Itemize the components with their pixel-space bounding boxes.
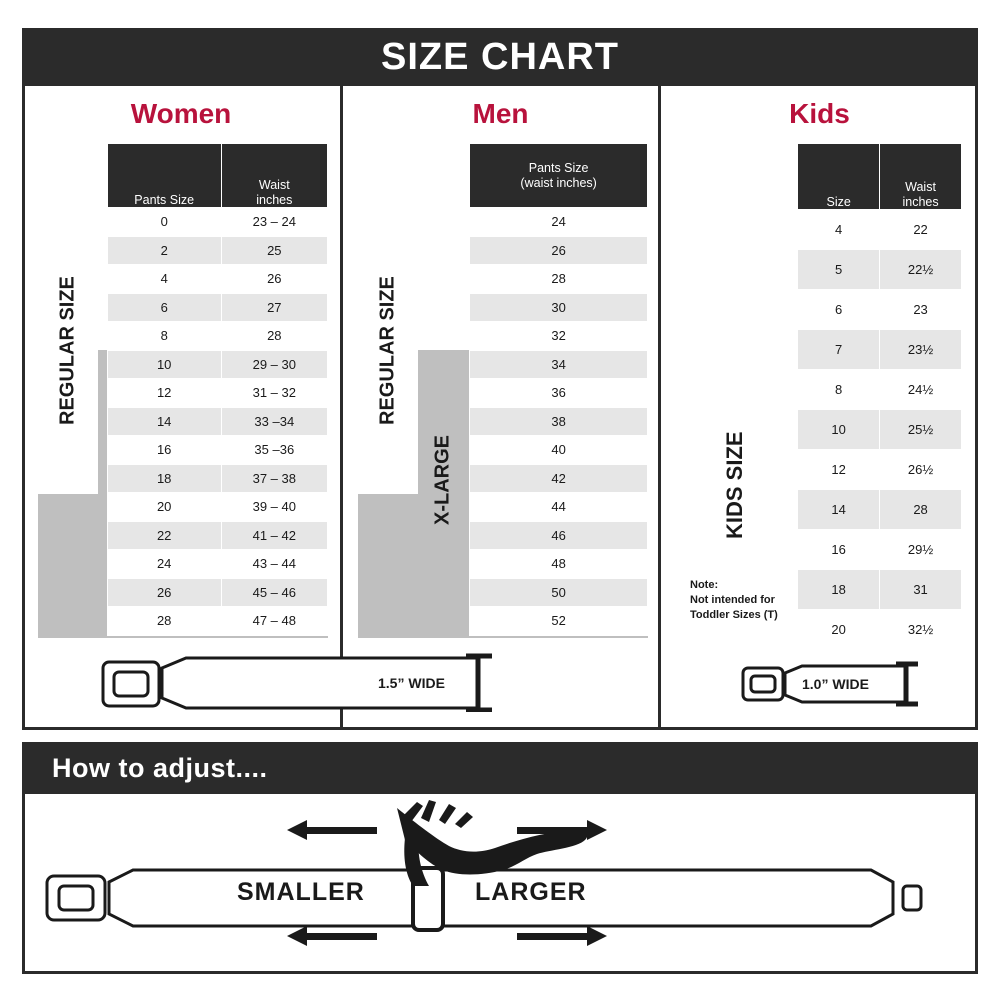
men-cell-size: 28 bbox=[470, 265, 648, 294]
women-cell-waist: 29 – 30 bbox=[221, 350, 327, 379]
table-row bbox=[38, 350, 328, 379]
table-row bbox=[38, 208, 328, 237]
table-row bbox=[38, 379, 328, 408]
men-cell-size: 48 bbox=[470, 550, 648, 579]
row-spacer bbox=[690, 290, 798, 330]
row-spacer bbox=[690, 450, 798, 490]
men-cell-size: 44 bbox=[470, 493, 648, 522]
men-cell-size: 36 bbox=[470, 379, 648, 408]
kids-cell-waist: 26½ bbox=[880, 450, 962, 490]
row-spacer bbox=[38, 436, 107, 465]
table-row bbox=[38, 493, 328, 522]
kids-belt-width-label: 1.0” WIDE bbox=[802, 676, 869, 692]
women-cell-size: 20 bbox=[107, 493, 221, 522]
men-cell-size: 38 bbox=[470, 407, 648, 436]
table-row bbox=[38, 578, 328, 607]
women-cell-size: 2 bbox=[107, 236, 221, 265]
kids-cell-size: 18 bbox=[798, 570, 880, 610]
kids-col-header-waist: Waist inches bbox=[880, 144, 962, 210]
row-spacer bbox=[358, 464, 470, 493]
kids-col-header-size: Size bbox=[798, 144, 880, 210]
kids-cell-size: 14 bbox=[798, 490, 880, 530]
table-row bbox=[690, 370, 962, 410]
women-cell-size: 14 bbox=[107, 407, 221, 436]
row-spacer bbox=[358, 521, 470, 550]
kids-cell-size: 4 bbox=[798, 210, 880, 250]
row-spacer bbox=[38, 293, 107, 322]
table-row bbox=[358, 322, 648, 351]
kids-cell-size: 6 bbox=[798, 290, 880, 330]
women-cell-size: 0 bbox=[107, 208, 221, 237]
table-row bbox=[690, 490, 962, 530]
row-spacer bbox=[358, 578, 470, 607]
table-row bbox=[38, 521, 328, 550]
women-cell-size: 16 bbox=[107, 436, 221, 465]
table-row bbox=[690, 250, 962, 290]
men-cell-size: 32 bbox=[470, 322, 648, 351]
women-cell-waist: 27 bbox=[221, 293, 327, 322]
table-row bbox=[38, 322, 328, 351]
kids-size-label: KIDS SIZE bbox=[722, 431, 747, 539]
kids-head-spacer bbox=[690, 144, 798, 210]
kids-belt-graphic bbox=[740, 660, 930, 708]
women-cell-waist: 39 – 40 bbox=[221, 493, 327, 522]
women-cell-size: 4 bbox=[107, 265, 221, 294]
men-col-header: Pants Size (waist inches) bbox=[470, 144, 648, 208]
table-row bbox=[38, 407, 328, 436]
row-spacer bbox=[38, 379, 107, 408]
divider-women-men bbox=[340, 86, 343, 730]
page-title: SIZE CHART bbox=[381, 35, 619, 78]
women-col-header-size: Pants Size bbox=[107, 144, 221, 208]
row-spacer bbox=[690, 530, 798, 570]
kids-note: Note: Not intended for Toddler Sizes (T) bbox=[690, 579, 778, 621]
table-row bbox=[38, 464, 328, 493]
kids-cell-waist: 28 bbox=[880, 490, 962, 530]
row-spacer bbox=[38, 550, 107, 579]
page-title-bar bbox=[22, 28, 978, 86]
table-row bbox=[358, 293, 648, 322]
table-row bbox=[358, 208, 648, 237]
table-row bbox=[690, 450, 962, 490]
kids-cell-waist: 32½ bbox=[880, 610, 962, 650]
table-row bbox=[38, 607, 328, 636]
table-row bbox=[358, 265, 648, 294]
row-spacer bbox=[38, 350, 107, 379]
women-cell-size: 24 bbox=[107, 550, 221, 579]
table-row bbox=[690, 610, 962, 650]
row-spacer bbox=[358, 236, 470, 265]
women-cell-size: 18 bbox=[107, 464, 221, 493]
men-cell-size: 52 bbox=[470, 607, 648, 636]
women-cell-waist: 43 – 44 bbox=[221, 550, 327, 579]
table-row bbox=[38, 236, 328, 265]
women-cell-waist: 23 – 24 bbox=[221, 208, 327, 237]
kids-size-table bbox=[690, 143, 962, 650]
table-row bbox=[358, 607, 648, 636]
row-spacer bbox=[38, 607, 107, 636]
table-row bbox=[358, 493, 648, 522]
kids-cell-waist: 31 bbox=[880, 570, 962, 610]
men-head-spacer bbox=[358, 144, 470, 208]
men-size-table bbox=[358, 143, 648, 636]
row-spacer bbox=[358, 407, 470, 436]
men-xlarge-label: X-LARGE bbox=[431, 435, 454, 525]
table-row bbox=[358, 350, 648, 379]
row-spacer bbox=[358, 493, 470, 522]
row-spacer bbox=[690, 570, 798, 610]
men-cell-size: 24 bbox=[470, 208, 648, 237]
row-spacer bbox=[38, 464, 107, 493]
women-cell-size: 10 bbox=[107, 350, 221, 379]
women-cell-waist: 25 bbox=[221, 236, 327, 265]
women-cell-size: 8 bbox=[107, 322, 221, 351]
kids-cell-size: 10 bbox=[798, 410, 880, 450]
how-to-adjust-panel bbox=[22, 794, 978, 974]
table-row bbox=[358, 436, 648, 465]
kids-cell-waist: 22½ bbox=[880, 250, 962, 290]
table-row bbox=[38, 550, 328, 579]
table-row bbox=[358, 236, 648, 265]
table-row bbox=[358, 550, 648, 579]
row-spacer bbox=[358, 436, 470, 465]
women-cell-waist: 26 bbox=[221, 265, 327, 294]
adjust-larger-label: LARGER bbox=[475, 878, 587, 906]
women-cell-waist: 33 –34 bbox=[221, 407, 327, 436]
kids-cell-waist: 22 bbox=[880, 210, 962, 250]
how-to-adjust-bar bbox=[22, 742, 978, 794]
row-spacer bbox=[38, 322, 107, 351]
row-spacer bbox=[38, 236, 107, 265]
table-row bbox=[358, 464, 648, 493]
table-row bbox=[690, 290, 962, 330]
row-spacer bbox=[690, 370, 798, 410]
men-cell-size: 46 bbox=[470, 521, 648, 550]
adjust-smaller-label: SMALLER bbox=[237, 878, 365, 906]
adult-belt-svg bbox=[100, 650, 520, 712]
row-spacer bbox=[38, 493, 107, 522]
men-regular-size-label: REGULAR SIZE bbox=[376, 276, 399, 425]
row-spacer bbox=[358, 607, 470, 636]
adult-belt-width-label: 1.5” WIDE bbox=[378, 675, 445, 691]
row-spacer bbox=[358, 322, 470, 351]
row-spacer bbox=[38, 208, 107, 237]
women-size-table bbox=[38, 143, 328, 636]
men-cell-size: 34 bbox=[470, 350, 648, 379]
kids-cell-size: 16 bbox=[798, 530, 880, 570]
men-cell-size: 40 bbox=[470, 436, 648, 465]
kids-cell-waist: 23½ bbox=[880, 330, 962, 370]
table-row bbox=[38, 293, 328, 322]
divider-men-kids bbox=[658, 86, 661, 730]
row-spacer bbox=[358, 265, 470, 294]
kids-cell-size: 7 bbox=[798, 330, 880, 370]
women-cell-size: 12 bbox=[107, 379, 221, 408]
kids-cell-size: 8 bbox=[798, 370, 880, 410]
how-to-adjust-heading: How to adjust.... bbox=[52, 752, 268, 783]
kids-cell-waist: 24½ bbox=[880, 370, 962, 410]
section-heading-kids: Kids bbox=[789, 98, 850, 129]
kids-cell-size: 12 bbox=[798, 450, 880, 490]
kids-cell-size: 20 bbox=[798, 610, 880, 650]
women-cell-size: 6 bbox=[107, 293, 221, 322]
table-row bbox=[358, 407, 648, 436]
row-spacer bbox=[690, 490, 798, 530]
row-spacer bbox=[690, 410, 798, 450]
table-row bbox=[690, 570, 962, 610]
kids-cell-waist: 23 bbox=[880, 290, 962, 330]
row-spacer bbox=[38, 578, 107, 607]
row-spacer bbox=[690, 250, 798, 290]
row-spacer bbox=[690, 210, 798, 250]
table-row bbox=[690, 210, 962, 250]
table-row bbox=[690, 330, 962, 370]
women-cell-size: 22 bbox=[107, 521, 221, 550]
row-spacer bbox=[38, 407, 107, 436]
table-row bbox=[38, 436, 328, 465]
row-spacer bbox=[358, 293, 470, 322]
men-cell-size: 50 bbox=[470, 578, 648, 607]
women-head-spacer bbox=[38, 144, 107, 208]
women-cell-waist: 41 – 42 bbox=[221, 521, 327, 550]
men-cell-size: 30 bbox=[470, 293, 648, 322]
women-cell-waist: 35 –36 bbox=[221, 436, 327, 465]
women-cell-waist: 45 – 46 bbox=[221, 578, 327, 607]
table-row bbox=[38, 265, 328, 294]
kids-cell-waist: 25½ bbox=[880, 410, 962, 450]
table-row bbox=[690, 410, 962, 450]
row-spacer bbox=[38, 265, 107, 294]
section-heading-women: Women bbox=[130, 98, 232, 129]
row-spacer bbox=[358, 208, 470, 237]
women-cell-waist: 37 – 38 bbox=[221, 464, 327, 493]
table-row bbox=[690, 530, 962, 570]
row-spacer bbox=[690, 610, 798, 650]
row-spacer bbox=[358, 550, 470, 579]
adult-belt-graphic bbox=[100, 650, 520, 712]
men-cell-size: 42 bbox=[470, 464, 648, 493]
women-cell-waist: 47 – 48 bbox=[221, 607, 327, 636]
row-spacer bbox=[358, 350, 470, 379]
row-spacer bbox=[358, 379, 470, 408]
table-row bbox=[358, 578, 648, 607]
women-regular-size-label: REGULAR SIZE bbox=[56, 276, 79, 425]
women-cell-waist: 31 – 32 bbox=[221, 379, 327, 408]
women-cell-waist: 28 bbox=[221, 322, 327, 351]
women-col-header-waist: Waist inches bbox=[221, 144, 327, 208]
row-spacer bbox=[690, 330, 798, 370]
women-cell-size: 26 bbox=[107, 578, 221, 607]
kids-cell-size: 5 bbox=[798, 250, 880, 290]
women-cell-size: 28 bbox=[107, 607, 221, 636]
men-cell-size: 26 bbox=[470, 236, 648, 265]
table-row bbox=[358, 521, 648, 550]
row-spacer bbox=[38, 521, 107, 550]
section-heading-men: Men bbox=[472, 98, 529, 129]
table-row bbox=[358, 379, 648, 408]
kids-cell-waist: 29½ bbox=[880, 530, 962, 570]
